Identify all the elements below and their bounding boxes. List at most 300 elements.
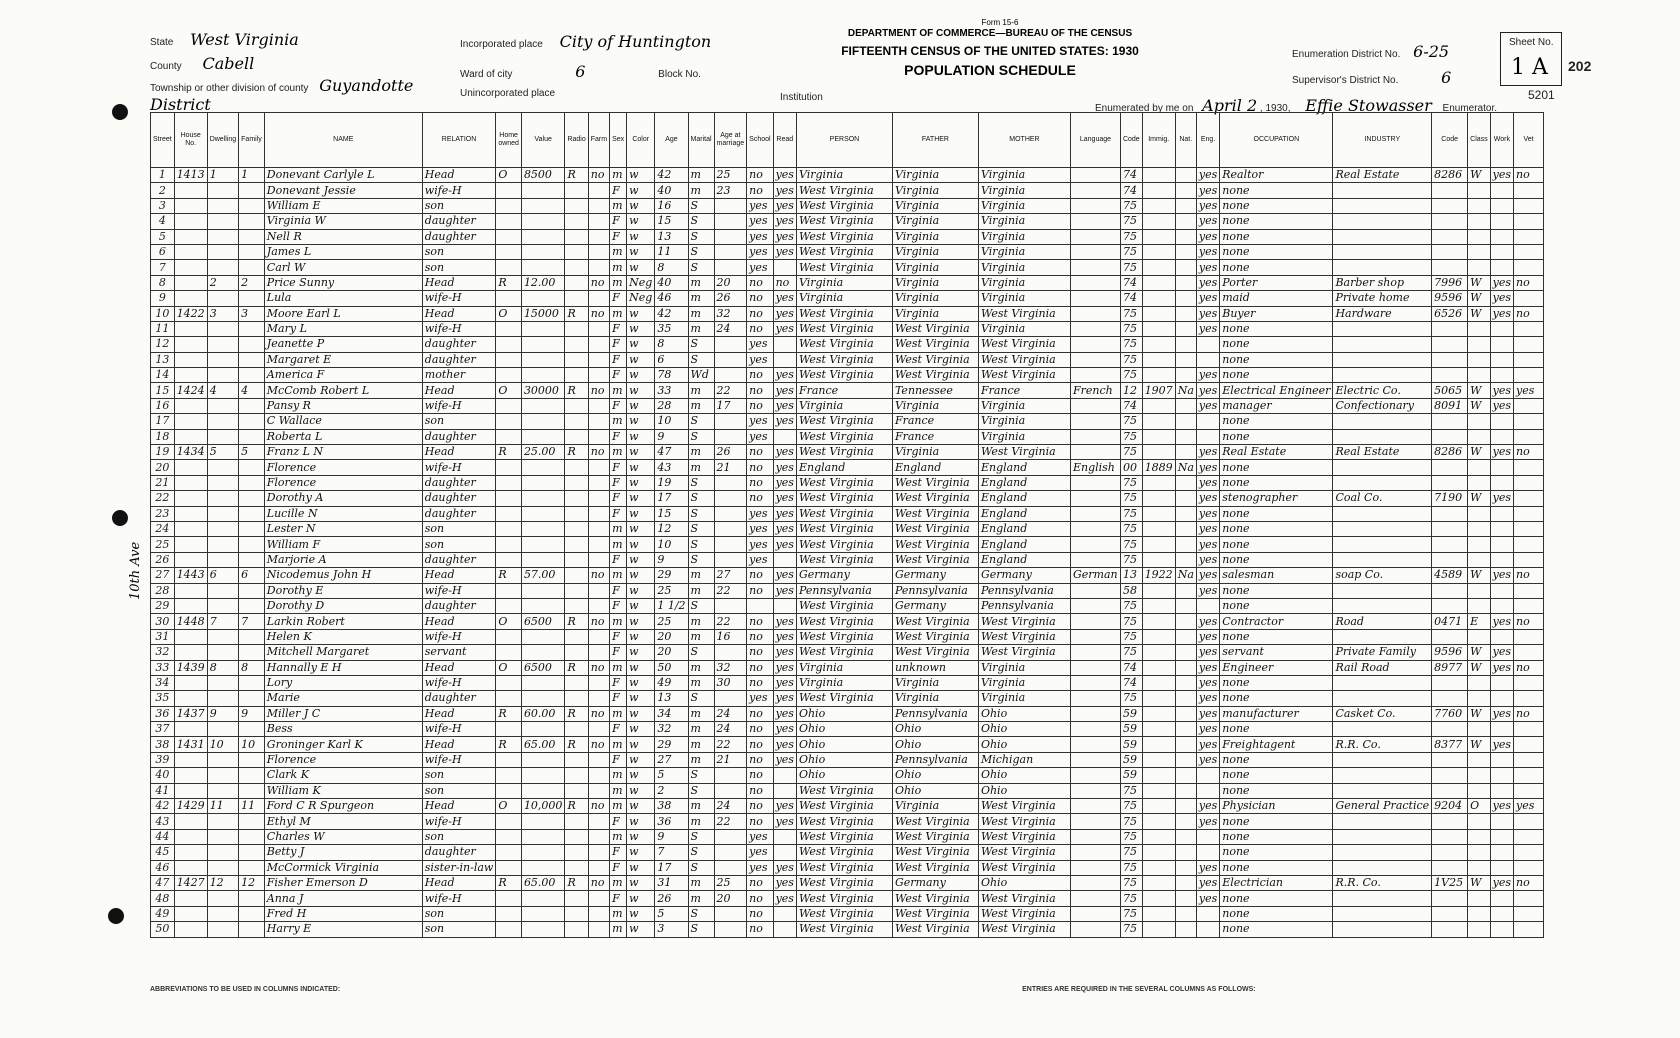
cell-pob: West Virginia	[796, 306, 892, 321]
cell-lang	[1070, 491, 1120, 506]
cell-rel: Head	[422, 799, 496, 814]
cell-eng: yes	[1196, 752, 1219, 767]
cell-cls: W	[1468, 398, 1491, 413]
cell-pob: West Virginia	[796, 445, 892, 460]
cell-fpob: Germany	[892, 568, 978, 583]
cell-house	[174, 814, 207, 829]
cell-mar: S	[688, 229, 714, 244]
cell-eng: yes	[1196, 244, 1219, 259]
cell-fpob: Pennsylvania	[892, 706, 978, 721]
cell-name: Virginia W	[264, 214, 422, 229]
cell-val	[521, 906, 565, 921]
cell-val: 25.00	[521, 445, 565, 460]
cell-age: 27	[655, 752, 688, 767]
cell-sex: F	[610, 675, 627, 690]
cell-name: Price Sunny	[264, 275, 422, 290]
table-row	[151, 768, 1544, 783]
cell-name: William K	[264, 783, 422, 798]
cell-age: 46	[655, 291, 688, 306]
cell-dw: 3	[207, 306, 238, 321]
cell-own	[496, 291, 522, 306]
cell-fpob: Virginia	[892, 260, 978, 275]
cell-house	[174, 275, 207, 290]
cell-farm: no	[588, 275, 609, 290]
cell-sch: yes	[747, 337, 773, 352]
cell-eng: yes	[1196, 552, 1219, 567]
cell-lang	[1070, 845, 1120, 860]
cell-sex: m	[610, 306, 627, 321]
cell-house: 1443	[174, 568, 207, 583]
cell-agem	[714, 198, 747, 213]
column-header: Family	[239, 113, 265, 168]
cell-imm	[1142, 706, 1175, 721]
cell-read: yes	[773, 799, 796, 814]
cell-ocode	[1432, 906, 1468, 921]
cell-rel: son	[422, 537, 496, 552]
cell-imm	[1142, 752, 1175, 767]
cell-val: 57.00	[521, 568, 565, 583]
cell-own: O	[496, 660, 522, 675]
cell-mar: m	[688, 799, 714, 814]
cell-lang	[1070, 783, 1120, 798]
cell-rel: Head	[422, 445, 496, 460]
cell-agem: 25	[714, 875, 747, 890]
cell-code: 75	[1120, 491, 1142, 506]
cell-imm	[1142, 737, 1175, 752]
cell-farm	[588, 629, 609, 644]
cell-sex: m	[610, 244, 627, 259]
cell-rel: Head	[422, 168, 496, 183]
cell-radio	[565, 537, 588, 552]
cell-line: 38	[151, 737, 175, 752]
cell-ind	[1333, 429, 1432, 444]
cell-age: 17	[655, 491, 688, 506]
cell-mar: S	[688, 506, 714, 521]
cell-mpob: West Virginia	[978, 352, 1070, 367]
cell-ind	[1333, 768, 1432, 783]
cell-sch: yes	[747, 829, 773, 844]
cell-rel: daughter	[422, 691, 496, 706]
cell-color: w	[627, 845, 655, 860]
cell-dw: 5	[207, 445, 238, 460]
cell-mpob: West Virginia	[978, 860, 1070, 875]
cell-agem: 26	[714, 291, 747, 306]
table-row	[151, 198, 1544, 213]
enumeration-district-field	[1292, 42, 1449, 61]
cell-farm	[588, 321, 609, 336]
cell-nat	[1175, 922, 1196, 937]
cell-occ: Realtor	[1220, 168, 1333, 183]
cell-fam: 6	[239, 568, 265, 583]
cell-imm	[1142, 445, 1175, 460]
cell-fam	[239, 629, 265, 644]
cell-farm	[588, 414, 609, 429]
cell-lang	[1070, 198, 1120, 213]
cell-ind: Private home	[1333, 291, 1432, 306]
township-label: Township or other division of county	[150, 83, 309, 94]
cell-vet: no	[1514, 706, 1544, 721]
cell-mar: m	[688, 383, 714, 398]
cell-read	[773, 829, 796, 844]
cell-ind	[1333, 691, 1432, 706]
cell-fam: 4	[239, 383, 265, 398]
cell-ocode	[1432, 814, 1468, 829]
cell-ind: Barber shop	[1333, 275, 1432, 290]
cell-farm	[588, 352, 609, 367]
cell-nat	[1175, 768, 1196, 783]
cell-lang	[1070, 691, 1120, 706]
cell-eng: yes	[1196, 583, 1219, 598]
cell-rel: Head	[422, 614, 496, 629]
cell-pob: West Virginia	[796, 244, 892, 259]
cell-eng	[1196, 337, 1219, 352]
cell-read: yes	[773, 629, 796, 644]
cell-mpob: Ohio	[978, 768, 1070, 783]
cell-ind: Hardware	[1333, 306, 1432, 321]
cell-read: yes	[773, 460, 796, 475]
cell-nat	[1175, 214, 1196, 229]
cell-cls	[1468, 845, 1491, 860]
cell-name: Dorothy A	[264, 491, 422, 506]
cell-eng: yes	[1196, 506, 1219, 521]
cell-house	[174, 475, 207, 490]
cell-line: 47	[151, 875, 175, 890]
cell-color: w	[627, 368, 655, 383]
cell-rel: daughter	[422, 214, 496, 229]
cell-dw: 7	[207, 614, 238, 629]
cell-code: 59	[1120, 706, 1142, 721]
column-header: NAME	[264, 113, 422, 168]
cell-radio: R	[565, 875, 588, 890]
cell-ocode: 8286	[1432, 445, 1468, 460]
column-header: Immig.	[1142, 113, 1175, 168]
table-row	[151, 660, 1544, 675]
cell-agem	[714, 475, 747, 490]
cell-code: 75	[1120, 352, 1142, 367]
cell-fpob: West Virginia	[892, 614, 978, 629]
cell-name: Helen K	[264, 629, 422, 644]
cell-code: 75	[1120, 645, 1142, 660]
cell-val	[521, 429, 565, 444]
cell-ocode: 8091	[1432, 398, 1468, 413]
cell-age: 9	[655, 552, 688, 567]
cell-ind	[1333, 414, 1432, 429]
cell-name: Lory	[264, 675, 422, 690]
cell-pob: Virginia	[796, 168, 892, 183]
cell-nat	[1175, 506, 1196, 521]
cell-ocode: 9204	[1432, 799, 1468, 814]
cell-nat	[1175, 660, 1196, 675]
cell-sch: no	[747, 706, 773, 721]
cell-pob: England	[796, 460, 892, 475]
cell-name: Dorothy E	[264, 583, 422, 598]
cell-own: R	[496, 706, 522, 721]
cell-age: 11	[655, 244, 688, 259]
cell-cls	[1468, 598, 1491, 613]
cell-agem	[714, 260, 747, 275]
cell-vet	[1514, 244, 1544, 259]
cell-wrk	[1490, 321, 1513, 336]
cell-read: yes	[773, 737, 796, 752]
cell-pob: West Virginia	[796, 875, 892, 890]
cell-own: R	[496, 568, 522, 583]
table-row	[151, 568, 1544, 583]
cell-vet	[1514, 922, 1544, 937]
cell-name: Marjorie A	[264, 552, 422, 567]
cell-occ: none	[1220, 552, 1333, 567]
cell-sex: F	[610, 598, 627, 613]
cell-lang	[1070, 260, 1120, 275]
cell-read	[773, 429, 796, 444]
ward-field	[460, 62, 701, 81]
cell-eng: yes	[1196, 799, 1219, 814]
cell-agem	[714, 368, 747, 383]
cell-sch: no	[747, 306, 773, 321]
cell-color: w	[627, 799, 655, 814]
cell-radio	[565, 229, 588, 244]
table-row	[151, 352, 1544, 367]
cell-ocode: 7760	[1432, 706, 1468, 721]
cell-occ: Engineer	[1220, 660, 1333, 675]
cell-agem: 22	[714, 583, 747, 598]
cell-eng: yes	[1196, 306, 1219, 321]
cell-cls: W	[1468, 737, 1491, 752]
cell-vet: no	[1514, 168, 1544, 183]
cell-mar: m	[688, 460, 714, 475]
cell-dw	[207, 260, 238, 275]
cell-color: w	[627, 814, 655, 829]
cell-vet	[1514, 814, 1544, 829]
cell-rel: son	[422, 768, 496, 783]
cell-occ: none	[1220, 675, 1333, 690]
cell-house: 1431	[174, 737, 207, 752]
cell-own	[496, 768, 522, 783]
cell-wrk: yes	[1490, 275, 1513, 290]
cell-fpob: West Virginia	[892, 506, 978, 521]
cell-line: 13	[151, 352, 175, 367]
cell-house	[174, 783, 207, 798]
cell-house	[174, 506, 207, 521]
cell-lang	[1070, 645, 1120, 660]
cell-wrk	[1490, 814, 1513, 829]
cell-lang	[1070, 799, 1120, 814]
cell-agem	[714, 783, 747, 798]
cell-fam	[239, 922, 265, 937]
cell-sex: m	[610, 168, 627, 183]
abbreviations-note: ABBREVIATIONS TO BE USED IN COLUMNS INDICATED:	[150, 986, 341, 993]
cell-lang	[1070, 306, 1120, 321]
cell-occ: none	[1220, 460, 1333, 475]
cell-line: 18	[151, 429, 175, 444]
cell-fam	[239, 537, 265, 552]
cell-mpob: Pennsylvania	[978, 583, 1070, 598]
cell-age: 20	[655, 645, 688, 660]
cell-house	[174, 198, 207, 213]
cell-ind: Coal Co.	[1333, 491, 1432, 506]
cell-mar: m	[688, 183, 714, 198]
cell-house	[174, 368, 207, 383]
cell-farm	[588, 552, 609, 567]
cell-nat	[1175, 198, 1196, 213]
cell-val	[521, 521, 565, 536]
cell-name: Larkin Robert	[264, 614, 422, 629]
cell-code: 13	[1120, 568, 1142, 583]
cell-imm	[1142, 260, 1175, 275]
cell-name: Marie	[264, 691, 422, 706]
cell-agem	[714, 337, 747, 352]
cell-own	[496, 583, 522, 598]
cell-name: Hannally E H	[264, 660, 422, 675]
cell-code: 75	[1120, 598, 1142, 613]
cell-nat	[1175, 752, 1196, 767]
cell-code: 75	[1120, 783, 1142, 798]
cell-occ: none	[1220, 214, 1333, 229]
cell-dw	[207, 214, 238, 229]
cell-age: 78	[655, 368, 688, 383]
cell-nat	[1175, 737, 1196, 752]
cell-eng: yes	[1196, 891, 1219, 906]
cell-color: w	[627, 198, 655, 213]
cell-cls: W	[1468, 291, 1491, 306]
cell-house	[174, 891, 207, 906]
table-row	[151, 814, 1544, 829]
cell-code: 75	[1120, 860, 1142, 875]
cell-occ: none	[1220, 537, 1333, 552]
cell-fpob: West Virginia	[892, 321, 978, 336]
cell-pob: Germany	[796, 568, 892, 583]
cell-color: w	[627, 860, 655, 875]
cell-dw	[207, 506, 238, 521]
cell-color: w	[627, 783, 655, 798]
cell-own	[496, 691, 522, 706]
cell-color: w	[627, 875, 655, 890]
cell-nat: Na	[1175, 383, 1196, 398]
column-header: Language	[1070, 113, 1120, 168]
cell-dw	[207, 814, 238, 829]
cell-code: 75	[1120, 906, 1142, 921]
enumerated-year: , 1930,	[1259, 103, 1291, 114]
cell-rel: wife-H	[422, 675, 496, 690]
cell-occ: Real Estate	[1220, 445, 1333, 460]
cell-eng: yes	[1196, 491, 1219, 506]
cell-val	[521, 860, 565, 875]
cell-ind	[1333, 583, 1432, 598]
cell-imm	[1142, 922, 1175, 937]
cell-mpob: West Virginia	[978, 306, 1070, 321]
cell-own	[496, 552, 522, 567]
cell-rel: son	[422, 260, 496, 275]
cell-nat	[1175, 814, 1196, 829]
cell-wrk	[1490, 906, 1513, 921]
cell-age: 15	[655, 214, 688, 229]
cell-sex: m	[610, 922, 627, 937]
cell-eng: yes	[1196, 275, 1219, 290]
table-row	[151, 614, 1544, 629]
cell-ind	[1333, 214, 1432, 229]
cell-fpob: West Virginia	[892, 475, 978, 490]
cell-occ: none	[1220, 368, 1333, 383]
cell-color: w	[627, 722, 655, 737]
cell-lang	[1070, 922, 1120, 937]
cell-nat	[1175, 829, 1196, 844]
cell-color: w	[627, 260, 655, 275]
cell-imm	[1142, 845, 1175, 860]
cell-age: 40	[655, 275, 688, 290]
cell-line: 17	[151, 414, 175, 429]
cell-ind	[1333, 352, 1432, 367]
cell-ind: R.R. Co.	[1333, 737, 1432, 752]
cell-cls	[1468, 552, 1491, 567]
cell-line: 26	[151, 552, 175, 567]
cell-imm	[1142, 352, 1175, 367]
cell-color: w	[627, 829, 655, 844]
cell-fpob: West Virginia	[892, 922, 978, 937]
cell-mar: m	[688, 321, 714, 336]
cell-mar: m	[688, 445, 714, 460]
institution-label: Institution	[780, 92, 823, 103]
cell-name: McCormick Virginia	[264, 860, 422, 875]
cell-val	[521, 368, 565, 383]
cell-mar: m	[688, 275, 714, 290]
cell-mpob: Virginia	[978, 214, 1070, 229]
cell-wrk: yes	[1490, 568, 1513, 583]
cell-farm	[588, 198, 609, 213]
cell-fam	[239, 845, 265, 860]
cell-eng: yes	[1196, 183, 1219, 198]
cell-pob: West Virginia	[796, 475, 892, 490]
sheet-box	[1500, 32, 1562, 86]
cell-rel: wife-H	[422, 891, 496, 906]
cell-mar: m	[688, 660, 714, 675]
cell-sex: F	[610, 583, 627, 598]
cell-read: yes	[773, 645, 796, 660]
cell-rel: wife-H	[422, 814, 496, 829]
cell-color: w	[627, 552, 655, 567]
cell-eng: yes	[1196, 706, 1219, 721]
cell-mar: S	[688, 645, 714, 660]
cell-line: 43	[151, 814, 175, 829]
cell-sex: F	[610, 845, 627, 860]
cell-ind	[1333, 860, 1432, 875]
cell-occ: none	[1220, 429, 1333, 444]
cell-ocode	[1432, 537, 1468, 552]
cell-sch: yes	[747, 414, 773, 429]
cell-sch: yes	[747, 506, 773, 521]
cell-code: 75	[1120, 337, 1142, 352]
table-row	[151, 244, 1544, 259]
cell-fpob: Virginia	[892, 398, 978, 413]
cell-sch: yes	[747, 845, 773, 860]
cell-occ: none	[1220, 691, 1333, 706]
cell-age: 12	[655, 521, 688, 536]
cell-rel: son	[422, 521, 496, 536]
cell-sex: F	[610, 321, 627, 336]
cell-house: 1429	[174, 799, 207, 814]
form-number: Form 15-6	[981, 18, 1019, 27]
binder-hole-top	[112, 104, 128, 120]
cell-fpob: Ohio	[892, 768, 978, 783]
cell-line: 34	[151, 675, 175, 690]
cell-cls: W	[1468, 645, 1491, 660]
cell-ocode	[1432, 321, 1468, 336]
cell-vet	[1514, 414, 1544, 429]
cell-agem: 20	[714, 275, 747, 290]
cell-read: yes	[773, 814, 796, 829]
cell-line: 29	[151, 598, 175, 613]
cell-imm	[1142, 214, 1175, 229]
cell-sch: no	[747, 645, 773, 660]
cell-rel: Head	[422, 568, 496, 583]
